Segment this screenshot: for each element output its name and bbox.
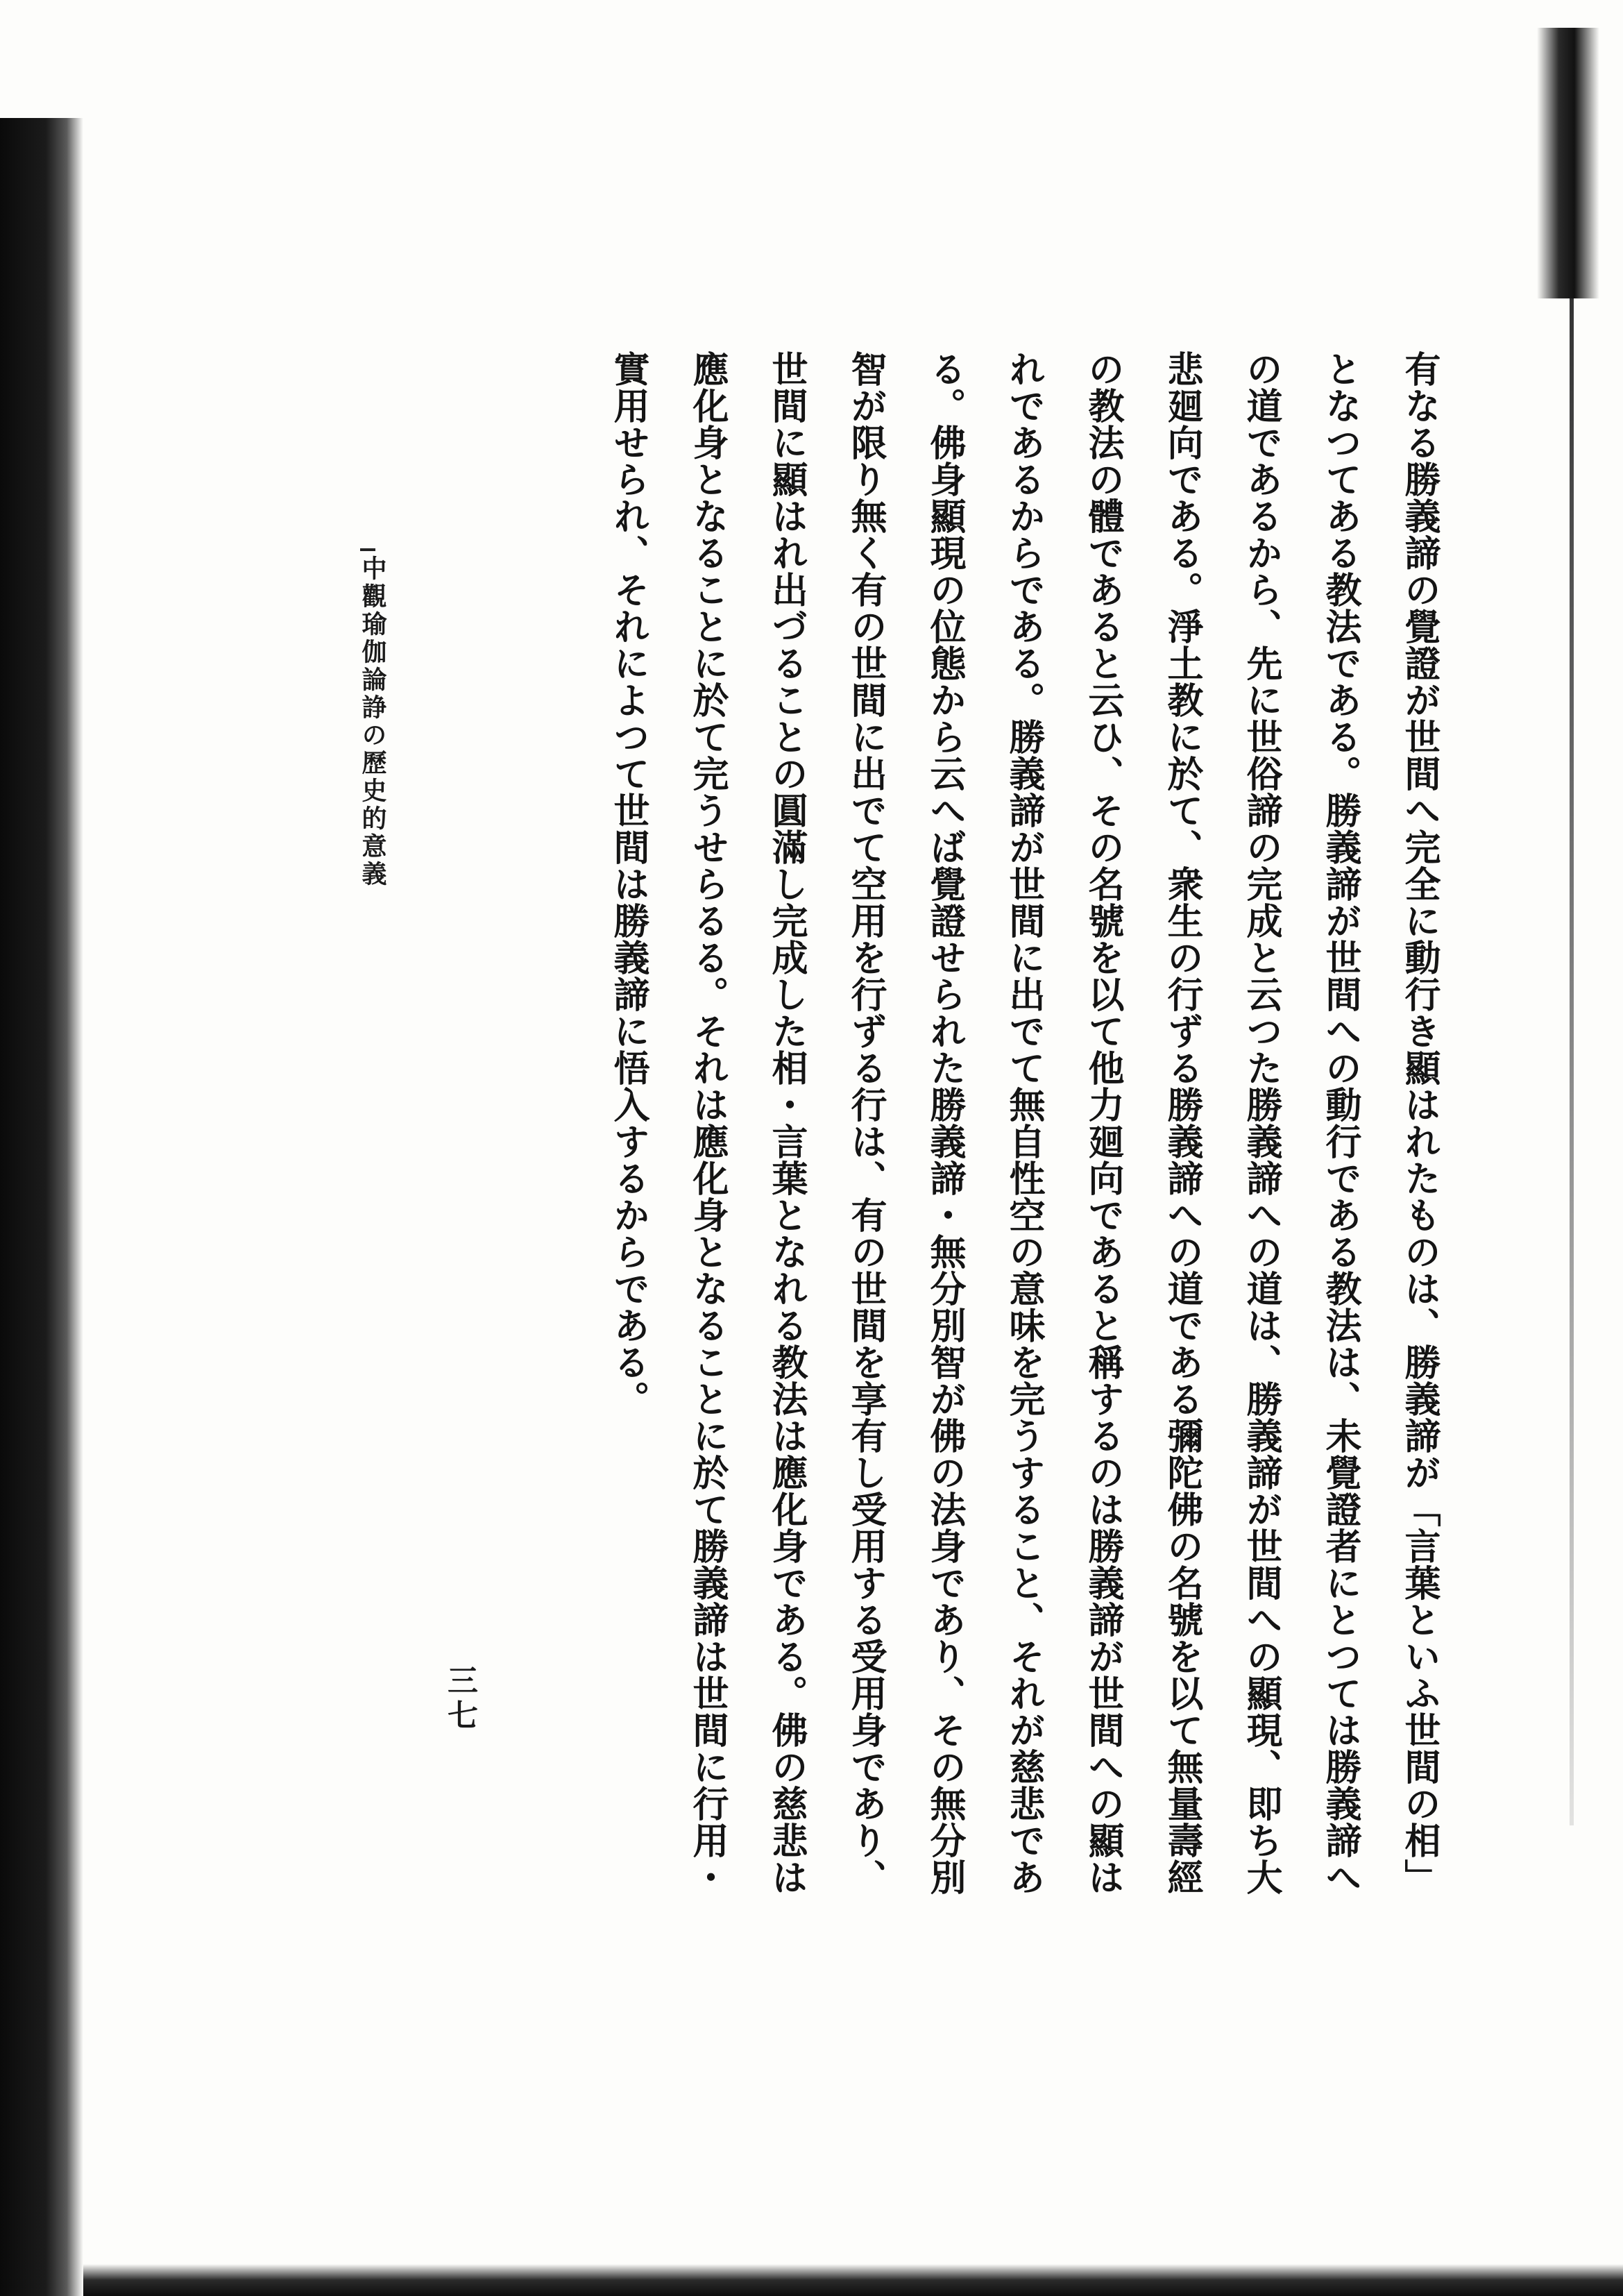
page-edge-line (1570, 298, 1574, 1825)
text-column: となつてある教法である。勝義諦が世間への動行である教法は、未覺證者にとつては勝義諦へ (1319, 351, 1361, 1896)
text-column: 應化身となることに於て完うせらるる。それは應化身となることに於て勝義諦は世間に行用・ (686, 351, 729, 1896)
text-column: 世間に顯はれ出づることの圓滿し完成した相・言葉となれる教法は應化身である。佛の慈悲は (765, 351, 808, 1896)
text-column: 智が限り無く有の世間に出でて空用を行ずる行は、有の世間を享有し受用する受用身であり、 (844, 351, 887, 1896)
text-column: る。佛身顯現の位態から云へば覺證せられた勝義諦・無分別智が佛の法身であり、その無分別 (924, 351, 966, 1896)
page-edge-shadow (1537, 28, 1599, 298)
binding-shadow (0, 118, 83, 2296)
text-column: れであるからである。勝義諦が世間に出でて無自性空の意味を完うすること、それが慈悲であ (1003, 351, 1045, 1896)
text-column: の道であるから、先に世俗諦の完成と云つた勝義諦への道は、勝義諦が世間への顯現、即ち大 (1240, 351, 1282, 1896)
running-head-mark (360, 548, 375, 551)
text-column: 悲廻向である。淨土教に於て、衆生の行ずる勝義諦への道である彌陀佛の名號を以て無量壽經 (1161, 351, 1203, 1896)
text-column: の教法の體であると云ひ、その名號を以て他力廻向であると稱するのは勝義諦が世間への顯は (1082, 351, 1124, 1896)
body-text (588, 351, 1459, 2100)
text-column: 有なる勝義諦の覺證が世間へ完全に動行き顯はれたものは、勝義諦が「言葉といふ世間の相」 (1398, 351, 1441, 1896)
text-column: 實用せられ、それによつて世間は勝義諦に悟入するからである。 (607, 351, 649, 1417)
page-number: 三七 (442, 1664, 477, 1734)
bottom-edge-shadow (83, 2264, 1623, 2296)
running-head: 中觀瑜伽論諍の歷史的意義 (358, 555, 387, 888)
